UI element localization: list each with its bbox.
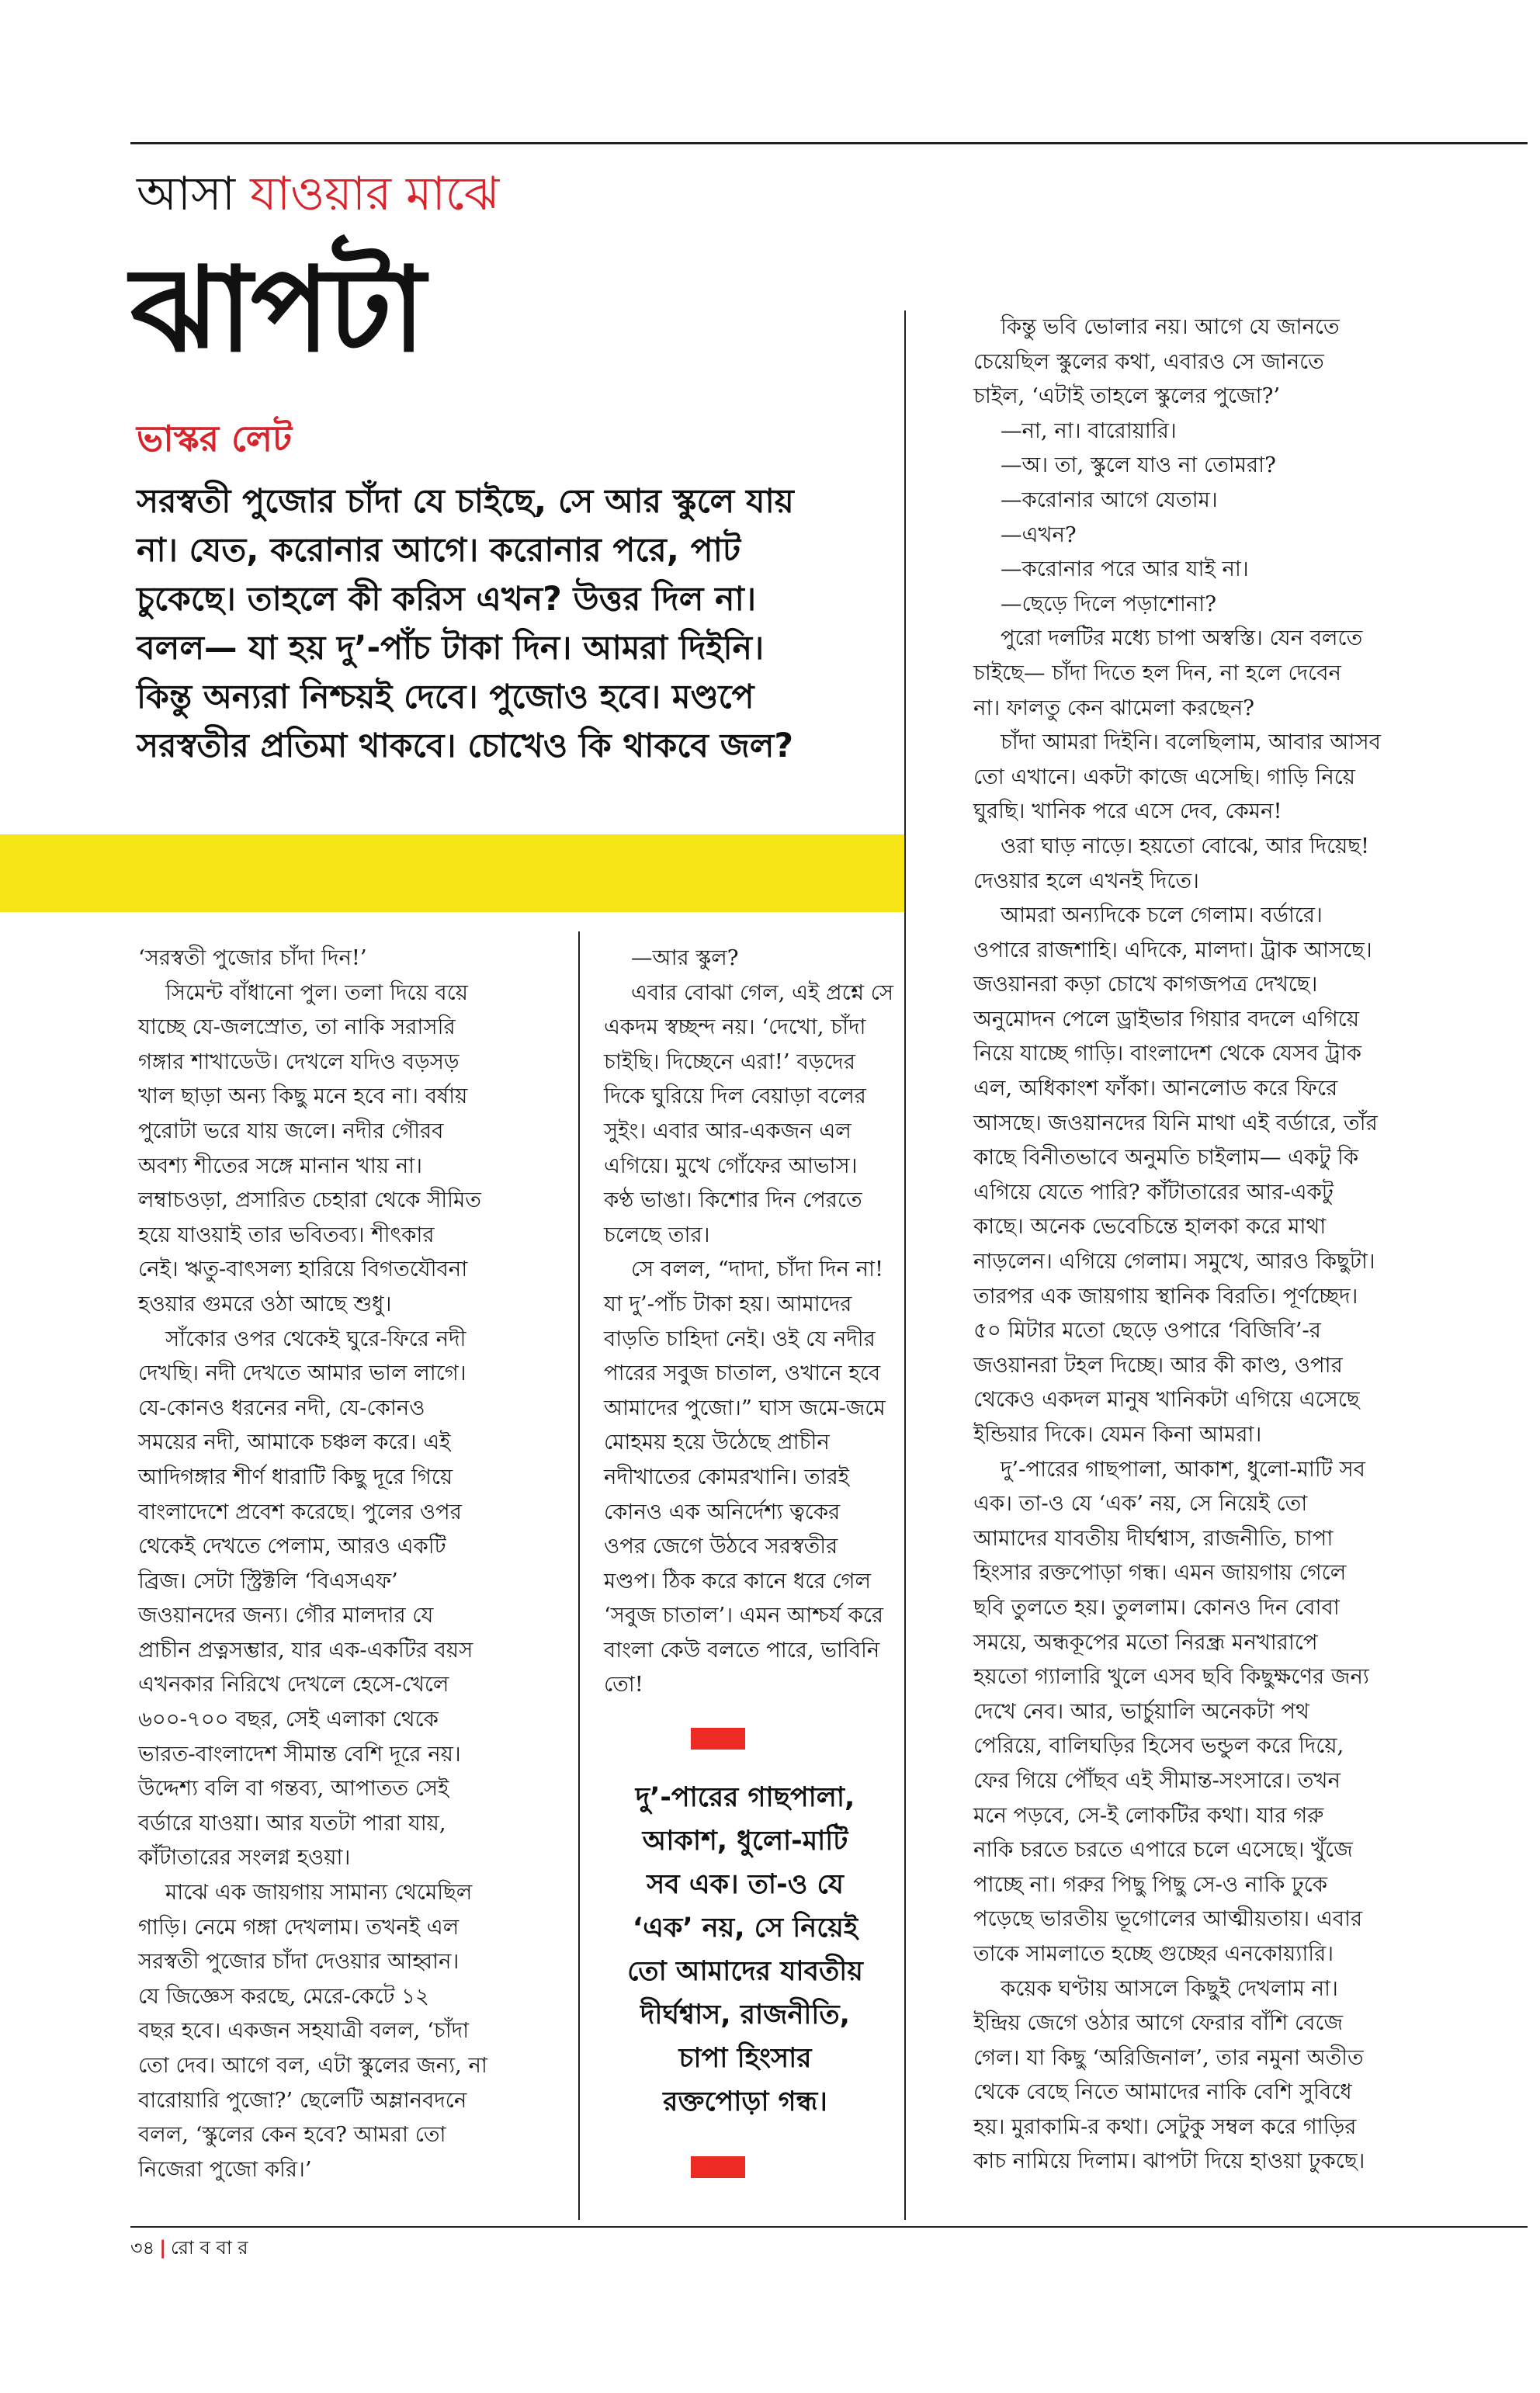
section-kicker xyxy=(137,163,499,225)
text-line: গঙ্গার শাখাডেউ। দেখলে যদিও বড়সড় xyxy=(138,1049,460,1074)
intro-standfirst xyxy=(137,477,921,771)
text-line: কাছে। অনেক ভেবেচিন্তে হালকা করে মাথা xyxy=(973,1214,1327,1240)
text-line: ইন্দ্রিয় জেগে ওঠার আগে ফেরার বাঁশি বেজে xyxy=(973,2010,1344,2036)
text-line: তো! xyxy=(604,1672,643,1698)
text-line: নদীখাতের কোমরখানি। তারই xyxy=(604,1464,850,1490)
text-line: ফের গিয়ে পৌঁছব এই সীমান্ত-সংসারে। তখন xyxy=(973,1767,1341,1793)
text-line: বর্ডারে যাওয়া। আর যতটা পারা যায়, xyxy=(138,1810,446,1836)
pullquote-line: তো আমাদের যাবতীয় xyxy=(627,1956,863,1987)
article-column-3 xyxy=(973,310,1408,2179)
text-line: চাইছে— চাঁদা দিতে হল দিন, না হলে দেবেন xyxy=(973,660,1341,685)
page-number: ৩৪ xyxy=(130,2237,155,2259)
text-line: বাড়তি চাহিদা নেই। ওই যে নদীর xyxy=(604,1326,876,1351)
headline: ঝাপটা xyxy=(130,243,425,378)
text-line: পুরোটা ভরে যায় জলে। নদীর গৌরব xyxy=(138,1118,444,1143)
text-line: আমরা অন্যদিকে চলে গেলাম। বর্ডারে। xyxy=(973,903,1323,928)
text-line: মোহময় হয়ে উঠেছে প্রাচীন xyxy=(604,1430,830,1455)
text-line: জওয়ানরা কড়া চোখে কাগজপত্র দেখছে। xyxy=(973,972,1318,997)
byline: ভাস্কর লেট xyxy=(137,418,293,460)
text-line: বারোয়ারি পুজো?’ ছেলেটি অম্লানবদনে xyxy=(138,2087,467,2113)
text-line: প্রাচীন প্রত্নসম্ভার, যার এক-একটির বয়স xyxy=(138,1637,473,1663)
text-line: কাচ নামিয়ে দিলাম। ঝাপটা দিয়ে হাওয়া ঢুকছে। xyxy=(973,2148,1365,2174)
text-line: ওপর জেগে উঠবে সরস্বতীর xyxy=(604,1534,838,1559)
text-line: তাকে সামলাতে হচ্ছে গুচ্ছের এনকোয়্যারি। xyxy=(973,1940,1334,1966)
text-line: নেই। ঋতু-বাৎসল্য হারিয়ে বিগতযৌবনা xyxy=(138,1257,468,1282)
text-line: হয়ে যাওয়াই তার ভবিতব্য। শীৎকার xyxy=(138,1222,435,1247)
text-line: মণ্ডপ। ঠিক করে কানে ধরে গেল xyxy=(604,1568,871,1594)
text-line: বলল, ‘স্কুলের কেন হবে? আমরা তো xyxy=(138,2122,446,2148)
text-line: হয়। মুরাকামি-র কথা। সেটুকু সম্বল করে গাড়ির xyxy=(973,2114,1357,2139)
text-line: পাচ্ছে না। গরুর পিছু পিছু সে-ও নাকি ঢুকে xyxy=(973,1871,1327,1897)
text-line: সে বলল, “দাদা, চাঁদা দিন না! xyxy=(604,1257,884,1282)
text-line: চাঁদা আমরা দিইনি। বলেছিলাম, আবার আসব xyxy=(973,730,1381,755)
text-line: গাড়ি। নেমে গঙ্গা দেখলাম। তখনই এল xyxy=(138,1914,460,1940)
intro-line: চুকেছে। তাহলে কী করিস এখন? উত্তর দিল না। xyxy=(137,581,757,619)
text-line: ওরা ঘাড় নাড়ে। হয়তো বোঝে, আর দিয়েছ! xyxy=(973,833,1370,858)
text-line: অবশ্য শীতের সঙ্গে মানান খায় না। xyxy=(138,1153,422,1178)
kicker-part-1: আসা xyxy=(137,167,236,221)
text-line: নাড়লেন। এগিয়ে গেলাম। সমুখে, আরও কিছুটা। xyxy=(973,1249,1375,1275)
text-line: এবার বোঝা গেল, এই প্রশ্নে সে xyxy=(604,980,894,1005)
top-rule xyxy=(130,142,1528,144)
text-line: সিমেন্ট বাঁধানো পুল। তলা দিয়ে বয়ে xyxy=(138,980,468,1005)
intro-line: বলল— যা হয় দু’-পাঁচ টাকা দিন। আমরা দিইনি। xyxy=(137,629,765,668)
text-line: কাছে বিনীতভাবে অনুমতি চাইলাম— একটু কি xyxy=(973,1145,1359,1170)
article-column-1 xyxy=(138,941,550,2187)
text-line: খাল ছাড়া অন্য কিছু মনে হবে না। বর্ষায় xyxy=(138,1084,468,1109)
pullquote-bar-top xyxy=(691,1728,745,1750)
text-line: হিংসার রক্তপোড়া গন্ধ। এমন জায়গায় গেলে xyxy=(973,1560,1347,1586)
text-line: —না, না। বারোয়ারি। xyxy=(973,418,1177,443)
text-line: এক। তা-ও যে ‘এক’ নয়, সে নিয়েই তো xyxy=(973,1491,1308,1517)
text-line: বাংলা কেউ বলতে পারে, ভাবিনি xyxy=(604,1637,880,1663)
text-line: —এখন? xyxy=(973,522,1077,547)
text-line: জওয়ানরা টহল দিচ্ছে। আর কী কাণ্ড, ওপার xyxy=(973,1352,1343,1378)
pullquote-line: ‘এক’ নয়, সে নিয়েই xyxy=(632,1913,858,1944)
text-line: কিন্তু ভবি ভোলার নয়। আগে যে জানতে xyxy=(973,314,1340,339)
text-line: ছবি তুলতে হয়। তুললাম। কোনও দিন বোবা xyxy=(973,1594,1340,1620)
text-line: —করোনার আগে যেতাম। xyxy=(973,487,1218,512)
text-line: ঘুরছি। খানিক পরে এসে দেব, কেমন! xyxy=(973,799,1282,824)
intro-line: কিন্তু অন্যরা নিশ্চয়ই দেবে। পুজোও হবে। মণ্ডপে xyxy=(137,678,754,716)
text-line: এগিয়ে। মুখে গোঁফের আভাস। xyxy=(604,1153,858,1178)
text-line: দেখছি। নদী দেখতে আমার ভাল লাগে। xyxy=(138,1361,467,1386)
text-line: কাঁটাতারের সংলগ্ন হওয়া। xyxy=(138,1845,351,1871)
text-line: আমাদের পুজো।” ঘাস জমে-জমে xyxy=(604,1395,886,1420)
text-line: সাঁকোর ওপর থেকেই ঘুরে-ফিরে নদী xyxy=(138,1326,467,1351)
text-line: কণ্ঠ ভাঙা। কিশোর দিন পেরতে xyxy=(604,1188,862,1213)
intro-line: না। যেত, করোনার আগে। করোনার পরে, পাট xyxy=(137,532,741,570)
text-line: চেয়েছিল স্কুলের কথা, এবারও সে জানতে xyxy=(973,349,1324,374)
pullquote-line: আকাশ, ধুলো-মাটি xyxy=(642,1826,848,1857)
text-line: বছর হবে। একজন সহযাত্রী বলল, ‘চাঁদা xyxy=(138,2018,470,2044)
bottom-rule xyxy=(130,2226,1528,2228)
text-line: সময়ে, অন্ধকূপের মতো নিরন্ধ্র মনখারাপে xyxy=(973,1629,1318,1655)
intro-line: সরস্বতীর প্রতিমা থাকবে। চোখেও কি থাকবে জল? xyxy=(137,727,794,765)
text-line: দেখে নেব। আর, ভার্চুয়ালি অনেকটা পথ xyxy=(973,1698,1309,1724)
text-line: তারপর এক জায়গায় স্থানিক বিরতি। পূর্ণচ্ছেদ। xyxy=(973,1283,1358,1309)
pullquote-line: দীর্ঘশ্বাস, রাজনীতি, xyxy=(640,1999,850,2031)
text-line: এগিয়ে যেতে পারি? কাঁটাতারের আর-একটু xyxy=(973,1179,1334,1205)
text-line: —আর স্কুল? xyxy=(604,945,739,970)
text-line: ভারত-বাংলাদেশ সীমান্ত বেশি দূরে নয়। xyxy=(138,1741,461,1767)
text-line: মনে পড়বে, সে-ই লোকটির কথা। যার গরু xyxy=(973,1802,1324,1828)
text-line: উদ্দেশ্য বলি বা গন্তব্য, আপাতত সেই xyxy=(138,1776,449,1802)
text-line: —ছেড়ে দিলে পড়াশোনা? xyxy=(973,591,1217,616)
text-line: তো এখানে। একটা কাজে এসেছি। গাড়ি নিয়ে xyxy=(973,764,1355,789)
text-line: গেল। যা কিছু ‘অরিজিনাল’, তার নমুনা অতীত xyxy=(973,2044,1364,2070)
text-line: থেকেও একদল মানুষ খানিকটা এগিয়ে এসেছে xyxy=(973,1387,1360,1413)
text-line: পারের সবুজ চাতাল, ওখানে হবে xyxy=(604,1361,881,1386)
pullquote-line: সব এক। তা-ও যে xyxy=(647,1869,844,1900)
text-line: কোনও এক অনির্দেশ্য ত্বকের xyxy=(604,1499,841,1524)
text-line: ৫০ মিটার মতো ছেড়ে ওপারে ‘বিজিবি’-র xyxy=(973,1318,1321,1344)
text-line: কয়েক ঘণ্টায় আসলে কিছুই দেখলাম না। xyxy=(973,1975,1338,2001)
text-line: ব্রিজ। সেটা স্ট্রিক্টলি ‘বিএসএফ’ xyxy=(138,1568,398,1594)
text-line: দেওয়ার হলে এখনই দিতে। xyxy=(973,868,1199,893)
article-column-2 xyxy=(604,941,894,1702)
text-line: আসছে। জওয়ানদের যিনি মাথা এই বর্ডারে, তাঁর xyxy=(973,1110,1378,1136)
text-line: যে-কোনও ধরনের নদী, যে-কোনও xyxy=(138,1395,425,1420)
text-line: হওয়ার গুমরে ওঠা আছে শুধু। xyxy=(138,1291,392,1316)
text-line: থেকে বেছে নিতে আমাদের নাকি বেশি সুবিধে xyxy=(973,2079,1352,2105)
text-line: পুরো দলটির মধ্যে চাপা অস্বস্তি। যেন বলতে xyxy=(973,626,1363,651)
page-folio xyxy=(130,2235,248,2260)
folio-separator: | xyxy=(159,2237,166,2259)
column-divider-1 xyxy=(578,931,580,2220)
text-line: চাইছি। দিচ্ছেনে এরা!’ বড়দের xyxy=(604,1049,855,1074)
text-line: ‘সরস্বতী পুজোর চাঁদা দিন!’ xyxy=(138,945,367,970)
text-line: দিকে ঘুরিয়ে দিল বেয়াড়া বলের xyxy=(604,1084,866,1109)
text-line: সময়ের নদী, আমাকে চঞ্চল করে। এই xyxy=(138,1430,451,1455)
pullquote-bar-bottom xyxy=(691,2156,745,2178)
text-line: যা দু’-পাঁচ টাকা হয়। আমাদের xyxy=(604,1291,852,1316)
pullquote-line: রক্তপোড়া গন্ধ। xyxy=(663,2086,827,2117)
pullquote-line: দু’-পারের গাছপালা, xyxy=(635,1782,855,1813)
text-line: নিজেরা পুজো করি।’ xyxy=(138,2156,312,2182)
text-line: থেকেই দেখতে পেলাম, আরও একটি xyxy=(138,1534,446,1559)
column-divider-2 xyxy=(904,310,906,2220)
text-line: হয়তো গ্যালারি খুলে এসব ছবি কিছুক্ষণের জন্য xyxy=(973,1664,1369,1690)
text-line: —অ। তা, স্কুলে যাও না তোমরা? xyxy=(973,453,1276,478)
text-line: পড়েছে ভারতীয় ভূগোলের আত্মীয়তায়। এবার xyxy=(973,1906,1363,1932)
text-line: নিয়ে যাচ্ছে গাড়ি। বাংলাদেশ থেকে যেসব ট্রাক xyxy=(973,1041,1362,1066)
text-line: —করোনার পরে আর যাই না। xyxy=(973,557,1249,582)
text-line: দু’-পারের গাছপালা, আকাশ, ধুলো-মাটি সব xyxy=(973,1456,1365,1482)
text-line: যে জিজ্ঞেস করছে, মেরে-কেটে ১২ xyxy=(138,1983,429,2009)
text-line: এখনকার নিরিখে দেখলে হেসে-খেলে xyxy=(138,1672,449,1698)
kicker-part-2: যাওয়ার মাঝে xyxy=(250,167,500,221)
text-line: একদম স্বচ্ছন্দ নয়। ‘দেখো, চাঁদা xyxy=(604,1014,866,1040)
text-line: চাইল, ‘এটাই তাহলে স্কুলের পুজো?’ xyxy=(973,383,1281,409)
text-line: যাচ্ছে যে-জলস্রোত, তা নাকি সরাসরি xyxy=(138,1014,456,1040)
text-line: সরস্বতী পুজোর চাঁদা দেওয়ার আহ্বান। xyxy=(138,1949,460,1975)
text-line: জওয়ানদের জন্য। গৌর মালদার যে xyxy=(138,1603,434,1628)
intro-line: সরস্বতী পুজোর চাঁদা যে চাইছে, সে আর স্কুলে যায় xyxy=(137,483,794,521)
text-line: ৬০০-৭০০ বছর, সেই এলাকা থেকে xyxy=(138,1707,439,1732)
text-line: অনুমোদন পেলে ড্রাইভার গিয়ার বদলে এগিয়ে xyxy=(973,1006,1360,1032)
text-line: ওপারে রাজশাহি। এদিকে, মালদা। ট্রাক আসছে। xyxy=(973,937,1372,962)
magazine-name: রো ব বা র xyxy=(170,2237,248,2259)
text-line: তো দেব। আগে বল, এটা স্কুলের জন্য, না xyxy=(138,2053,487,2078)
pullquote-line: চাপা হিংসার xyxy=(678,2043,812,2074)
text-line: না। ফালতু কেন ঝামেলা করছেন? xyxy=(973,695,1255,720)
text-line: সুইং। এবার আর-একজন এল xyxy=(604,1118,852,1143)
text-line: ইন্ডিয়ার দিকে। যেমন কিনা আমরা। xyxy=(973,1422,1262,1447)
text-line: লম্বাচওড়া, প্রসারিত চেহারা থেকে সীমিত xyxy=(138,1188,481,1213)
text-line: নাকি চরতে চরতে এপারে চলে এসেছে। খুঁজে xyxy=(973,1837,1353,1863)
pullquote xyxy=(598,1776,893,2124)
text-line: পেরিয়ে, বালিঘড়ির হিসেব ভন্ডুল করে দিয়ে, xyxy=(973,1733,1344,1759)
text-line: চলেছে তার। xyxy=(604,1222,710,1247)
text-line: আমাদের যাবতীয় দীর্ঘশ্বাস, রাজনীতি, চাপা xyxy=(973,1525,1334,1551)
text-line: এল, অধিকাংশ ফাঁকা। আনলোড করে ফিরে xyxy=(973,1076,1338,1101)
text-line: মাঝে এক জায়গায় সামান্য থেমেছিল xyxy=(138,1880,473,1906)
text-line: আদিগঙ্গার শীর্ণ ধারাটি কিছু দূরে গিয়ে xyxy=(138,1464,453,1490)
yellow-highlight-band xyxy=(0,834,904,912)
text-line: ‘সবুজ চাতাল’। এমন আশ্চর্য করে xyxy=(604,1603,884,1628)
text-line: বাংলাদেশে প্রবেশ করেছে। পুলের ওপর xyxy=(138,1499,462,1524)
